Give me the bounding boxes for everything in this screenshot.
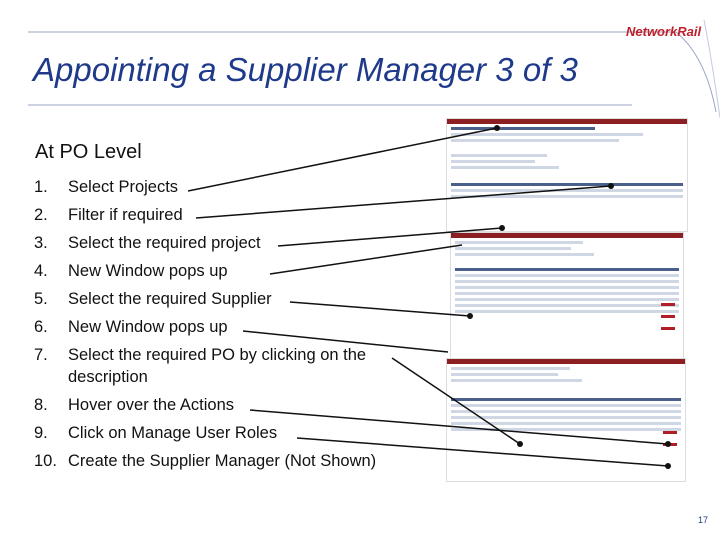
step-number: 4.	[34, 262, 48, 280]
step-text: New Window pops up	[68, 318, 228, 336]
page-number: 17	[697, 515, 708, 525]
step-item	[34, 176, 414, 204]
step-text: Click on Manage User Roles	[68, 424, 278, 442]
slide-subtitle: At PO Level	[35, 141, 142, 163]
step-number: 8.	[34, 396, 48, 414]
screenshot-projects-page	[446, 118, 688, 232]
step-item	[34, 450, 414, 478]
step-item	[34, 232, 414, 260]
step-number: 5.	[34, 290, 48, 308]
steps-list	[34, 176, 414, 478]
step-text: Filter if required	[68, 206, 183, 224]
step-number: 3.	[34, 234, 48, 252]
step-number: 1.	[34, 178, 48, 196]
step-item	[34, 288, 414, 316]
step-item	[34, 422, 414, 450]
step-text: Select the required PO by clicking on the description	[68, 346, 367, 386]
network-rail-logo: NetworkRail	[626, 24, 702, 39]
step-number: 9.	[34, 424, 48, 442]
slide-title: Appointing a Supplier Manager 3 of 3	[33, 51, 578, 88]
screenshot-supplier-window	[446, 358, 686, 482]
screenshot-project-window	[450, 232, 684, 362]
step-text: New Window pops up	[68, 262, 228, 280]
step-item	[34, 394, 414, 422]
step-number: 2.	[34, 206, 48, 224]
step-number: 10.	[34, 452, 57, 470]
step-item	[34, 204, 414, 232]
step-text: Hover over the Actions	[68, 396, 234, 414]
step-text: Select the required Supplier	[68, 290, 272, 308]
step-text: Select the required project	[68, 234, 261, 252]
step-text: Create the Supplier Manager (Not Shown)	[68, 452, 377, 470]
step-text: Select Projects	[68, 178, 179, 196]
step-item	[34, 316, 414, 344]
step-item	[34, 344, 414, 394]
step-item	[34, 260, 414, 288]
step-number: 7.	[34, 346, 48, 364]
step-number: 6.	[34, 318, 48, 336]
